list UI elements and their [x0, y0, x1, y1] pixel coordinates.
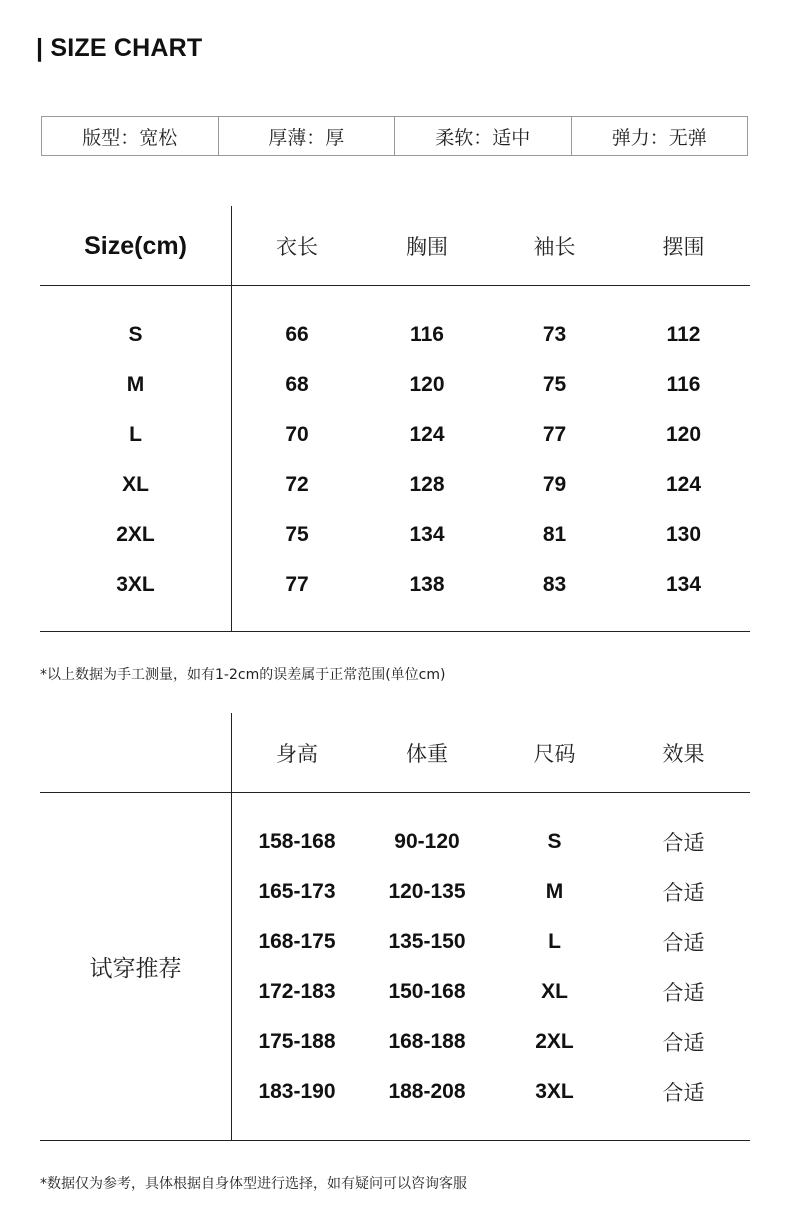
measurement-note: *以上数据为手工测量，如有1-2cm的误差属于正常范围(单位cm) [40, 667, 446, 683]
table-row [40, 510, 750, 560]
effect-cell: 合适 [662, 831, 705, 855]
hem-cell: 112 [666, 323, 701, 346]
size-code-cell: XL [541, 980, 568, 1003]
table-row [40, 1017, 750, 1067]
height-cell: 168-175 [258, 930, 336, 953]
header-size-code: 尺码 [533, 742, 576, 766]
attribute-elasticity: 弹力：无弹 [571, 117, 748, 155]
attribute-box [41, 116, 748, 156]
effect-cell: 合适 [662, 1031, 705, 1055]
table-row [40, 360, 750, 410]
sleeve-cell: 79 [542, 473, 567, 496]
table-row [40, 560, 750, 610]
sleeve-cell: 77 [542, 423, 567, 446]
chest-cell: 124 [409, 423, 445, 446]
height-cell: 158-168 [258, 830, 336, 853]
header-height: 身高 [276, 742, 318, 766]
height-cell: 175-188 [258, 1030, 336, 1053]
length-cell: 77 [285, 573, 309, 596]
table-row [40, 967, 750, 1017]
size-code-cell: M [545, 880, 564, 903]
hem-cell: 124 [665, 473, 702, 496]
attribute-softness: 柔软：适中 [394, 117, 571, 155]
fit-table-header [40, 713, 750, 793]
size-code-cell: 2XL [535, 1030, 574, 1053]
header-size: Size(cm) [84, 231, 187, 260]
length-cell: 75 [285, 523, 309, 546]
header-length: 衣长 [276, 235, 318, 259]
chest-cell: 128 [409, 473, 445, 496]
sleeve-cell: 81 [542, 523, 567, 546]
weight-cell: 120-135 [388, 880, 466, 903]
size-cell: 3XL [116, 573, 155, 596]
weight-cell: 150-168 [388, 980, 466, 1003]
effect-cell: 合适 [662, 981, 705, 1005]
size-cell: 2XL [116, 523, 155, 546]
size-code-cell: L [548, 930, 561, 953]
page-title: | SIZE CHART [36, 34, 203, 62]
header-weight: 体重 [406, 742, 448, 766]
header-sleeve: 袖长 [533, 235, 576, 259]
size-cell: M [126, 373, 145, 396]
hem-cell: 130 [665, 523, 702, 546]
size-table-header-line [40, 285, 750, 286]
hem-cell: 120 [665, 423, 702, 446]
size-code-cell: S [547, 830, 562, 853]
table-row [40, 1067, 750, 1117]
attribute-thickness: 厚薄：厚 [218, 117, 395, 155]
header-effect: 效果 [662, 742, 705, 766]
sleeve-cell: 73 [542, 323, 567, 346]
length-cell: 66 [285, 323, 309, 346]
sleeve-cell: 75 [542, 373, 567, 396]
hem-cell: 134 [665, 573, 702, 596]
weight-cell: 168-188 [388, 1030, 466, 1053]
weight-cell: 188-208 [388, 1080, 466, 1103]
fit-recommendation-label: 试穿推荐 [89, 956, 182, 982]
fit-table-bottom-line [40, 1140, 750, 1141]
size-code-cell: 3XL [535, 1080, 574, 1103]
chest-cell: 134 [409, 523, 445, 546]
size-table-bottom-line [40, 631, 750, 632]
chest-cell: 120 [409, 373, 445, 396]
weight-cell: 90-120 [394, 830, 460, 853]
hem-cell: 116 [666, 373, 701, 396]
reference-note: *数据仅为参考，具体根据自身体型进行选择，如有疑问可以咨询客服 [40, 1176, 467, 1192]
table-row [40, 410, 750, 460]
table-row [40, 817, 750, 867]
table-row [40, 917, 750, 967]
attribute-fit: 版型：宽松 [82, 126, 178, 149]
size-cell: XL [122, 473, 149, 496]
sleeve-cell: 83 [542, 573, 567, 596]
size-cell: S [128, 323, 143, 346]
weight-cell: 135-150 [388, 930, 466, 953]
length-cell: 72 [285, 473, 309, 496]
length-cell: 68 [285, 373, 309, 396]
header-chest: 胸围 [406, 235, 448, 259]
chest-cell: 116 [410, 323, 444, 346]
table-row [40, 867, 750, 917]
height-cell: 172-183 [258, 980, 336, 1003]
size-table-header [40, 206, 750, 286]
effect-cell: 合适 [662, 931, 705, 955]
table-row [40, 460, 750, 510]
chest-cell: 138 [409, 573, 445, 596]
height-cell: 165-173 [258, 880, 336, 903]
header-hem: 摆围 [662, 235, 705, 259]
size-table [40, 206, 750, 632]
fit-table [40, 713, 750, 1141]
effect-cell: 合适 [662, 881, 705, 905]
height-cell: 183-190 [258, 1080, 336, 1103]
length-cell: 70 [285, 423, 309, 446]
effect-cell: 合适 [662, 1081, 705, 1105]
size-cell: L [129, 423, 142, 446]
table-row [40, 310, 750, 360]
